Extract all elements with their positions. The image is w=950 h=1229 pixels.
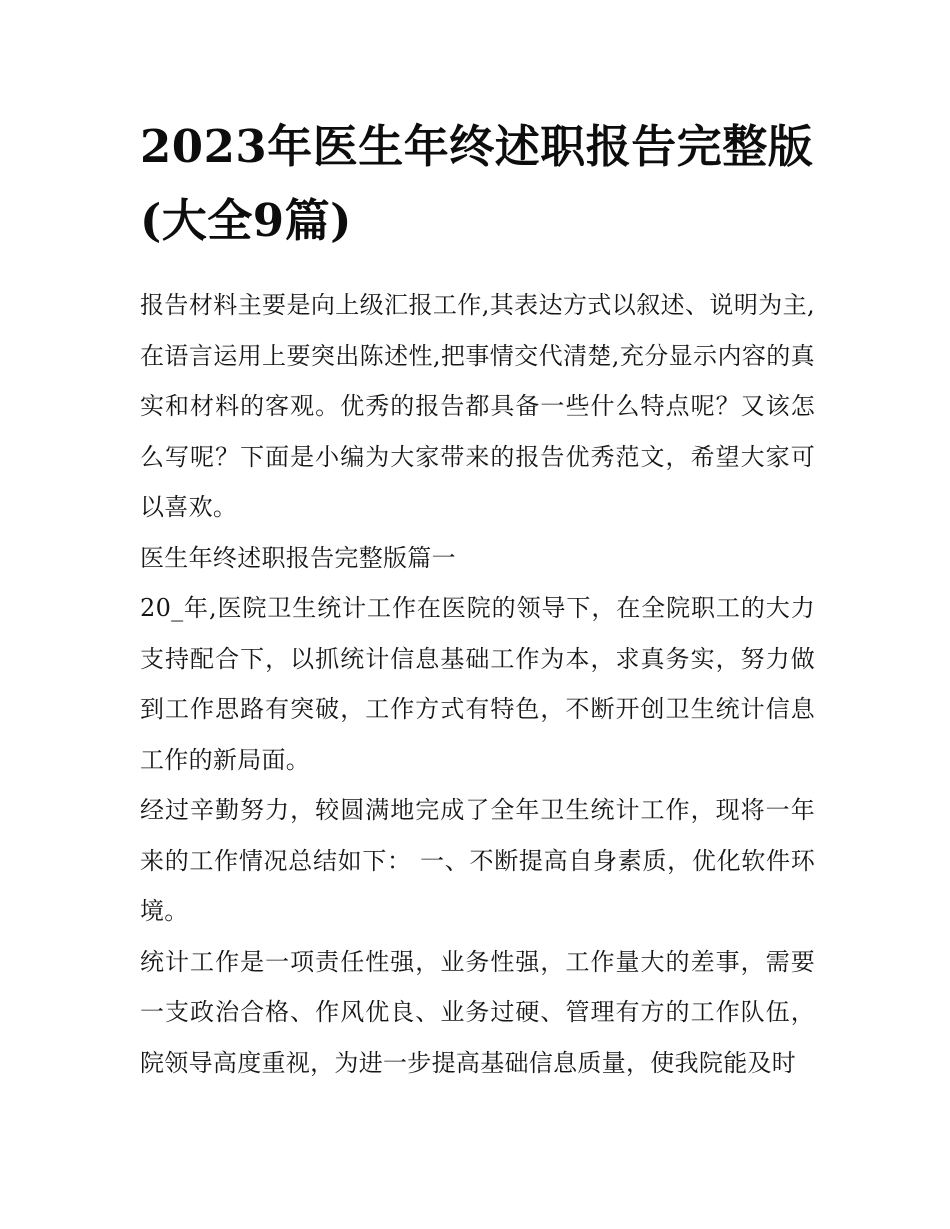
section-heading: 医生年终述职报告完整版篇一 (140, 543, 456, 572)
intro-paragraph: 报告材料主要是向上级汇报工作,其表达方式以叙述、说明为主,在语言运用上要突出陈述性,把事情交代清楚,充分显示内容的真实和材料的客观。优秀的报告都具备一些什么特点呢？又该怎么写呢？下面是小编为大家带来的报告优秀范文，希望大家可以喜欢。 (140, 291, 815, 521)
document-body (140, 280, 815, 1088)
document-content (140, 110, 815, 1088)
body-paragraph: 统计工作是一项责任性强，业务性强，工作量大的差事，需要一支政治合格、作风优良、业务过硬、管理有方的工作队伍，院领导高度重视，为进一步提高基础信息质量，使我院能及时 (140, 947, 815, 1077)
body-paragraph: 20_年,医院卫生统计工作在医院的领导下，在全院职工的大力支持配合下，以抓统计信息基础工作为本，求真务实，努力做到工作思路有突破，工作方式有特色，不断开创卫生统计信息工作的新局面。 (140, 594, 815, 774)
body-paragraph: 经过辛勤努力，较圆满地完成了全年卫生统计工作，现将一年来的工作情况总结如下： 一、不断提高自身素质，优化软件环境。 (140, 796, 815, 925)
document-title: 2023年医生年终述职报告完整版(大全9篇) (140, 120, 814, 247)
